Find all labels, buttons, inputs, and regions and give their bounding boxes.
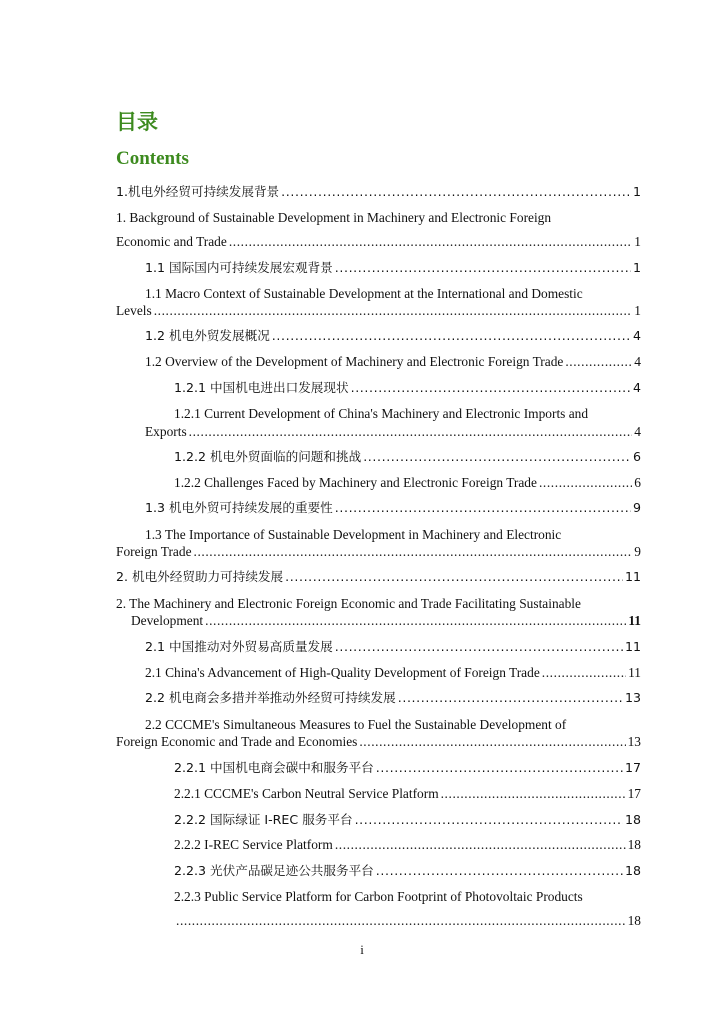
toc-entry-page: 6 — [634, 475, 641, 490]
toc-entry[interactable] — [174, 449, 641, 465]
toc-entry[interactable] — [145, 260, 641, 276]
toc-entry[interactable] — [174, 837, 641, 853]
toc-entry[interactable] — [174, 760, 641, 776]
toc-entry[interactable] — [116, 544, 641, 560]
toc-leader — [398, 690, 623, 706]
toc-leader — [376, 863, 623, 879]
toc-entry-title: 2.2.1 CCCME's Carbon Neutral Service Platform — [174, 786, 439, 801]
toc-leader — [154, 303, 633, 319]
toc-entry[interactable] — [174, 812, 641, 828]
toc-leader — [335, 500, 631, 516]
toc-entry-page: 4 — [632, 328, 641, 343]
toc-entry-title-cont: Levels — [116, 303, 152, 318]
toc-entry-title: 2.2 机电商会多措并举推动外经贸可持续发展 — [145, 690, 396, 705]
toc-entry-title: 1.2.1 中国机电进出口发展现状 — [174, 380, 349, 395]
toc-entry[interactable] — [116, 569, 641, 585]
toc-entry[interactable] — [174, 475, 641, 491]
toc-entry-title-cont: Foreign Trade — [116, 544, 192, 559]
toc-leader — [335, 639, 623, 655]
toc-leader — [189, 424, 633, 440]
toc-entry-title: 2. 机电外经贸助力可持续发展 — [116, 569, 284, 584]
toc-entry-title: 2.2.2 I-REC Service Platform — [174, 837, 333, 852]
toc-leader — [335, 260, 631, 276]
toc-heading-zh: 目录 — [116, 110, 158, 134]
toc-entry-page: 1 — [632, 260, 641, 275]
toc-leader — [194, 544, 633, 560]
toc-entry-title: 2.2.1 中国机电商会碳中和服务平台 — [174, 760, 374, 775]
toc-entry-title: 2.1 中国推动对外贸易高质量发展 — [145, 639, 333, 654]
toc-heading-en: Contents — [116, 148, 189, 169]
toc-entry-title: 2.2.3 Public Service Platform for Carbon Footprint of Photovoltaic Products — [174, 889, 583, 904]
toc-leader — [272, 328, 631, 344]
toc-entry-title: 1.2.2 机电外贸面临的问题和挑战 — [174, 449, 362, 464]
toc-entry[interactable] — [145, 328, 641, 344]
toc-entry[interactable] — [174, 380, 641, 396]
toc-entry-page: 11 — [628, 665, 641, 680]
toc-entry-title-cont: Exports — [145, 424, 187, 439]
toc-entry-line1[interactable] — [145, 286, 641, 302]
toc-entry-title-cont: Economic and Trade — [116, 234, 227, 249]
toc-entry-page: 17 — [627, 786, 641, 801]
toc-entry-title: 1.1 国际国内可持续发展宏观背景 — [145, 260, 333, 275]
toc-entry-page: 1 — [634, 234, 641, 249]
toc-entry-page: 18 — [624, 863, 641, 878]
toc-entry[interactable] — [145, 354, 641, 370]
toc-leader — [359, 734, 625, 750]
toc-entry[interactable] — [145, 639, 641, 655]
toc-entry-page: 13 — [624, 690, 641, 705]
toc-entry-title: 1.2.1 Current Development of China's Machinery and Electronic Imports and — [174, 406, 589, 421]
toc-leader — [351, 380, 631, 396]
toc-leader — [539, 475, 632, 491]
toc-leader — [229, 234, 632, 250]
toc-entry-title: 1.3 The Importance of Sustainable Development in Machinery and Electronic — [145, 527, 562, 542]
toc-entry[interactable] — [116, 734, 641, 750]
toc-leader — [335, 837, 626, 853]
toc-entry-title: 2.1 China's Advancement of High-Quality Development of Foreign Trade — [145, 665, 540, 680]
toc-entry[interactable] — [116, 184, 641, 200]
toc-entry-title: 1.机电外经贸可持续发展背景 — [116, 184, 280, 199]
toc-entry-title: 1. Background of Sustainable Development in Machinery and Electronic Foreign — [116, 210, 552, 225]
toc-entry-title: 1.2.2 Challenges Faced by Machinery and Electronic Foreign Trade — [174, 475, 537, 490]
toc-entry-line1[interactable] — [174, 889, 641, 905]
toc-entry-page: 11 — [628, 613, 641, 628]
toc-entry-title: 2.2.2 国际绿证 I-REC 服务平台 — [174, 812, 353, 827]
toc-leader — [355, 812, 623, 828]
toc-entry-page: 11 — [624, 569, 641, 584]
toc-entry-page: 4 — [632, 380, 641, 395]
toc-leader — [441, 786, 626, 802]
page-number: i — [360, 942, 364, 957]
toc-entry-page: 1 — [632, 184, 641, 199]
toc-entry-page: 4 — [634, 354, 641, 369]
toc-entry-page: 18 — [627, 837, 641, 852]
toc-entry[interactable] — [116, 303, 641, 319]
toc-entry-page: 9 — [634, 544, 641, 559]
toc-entry[interactable] — [145, 665, 641, 681]
toc-entry-line1[interactable] — [145, 717, 641, 733]
toc-leader — [542, 665, 626, 681]
toc-entry-title-cont: Development — [131, 613, 204, 628]
toc-entry-page: 18 — [627, 913, 641, 928]
toc-entry-title: 1.1 Macro Context of Sustainable Development at the International and Domestic — [145, 286, 583, 301]
toc-entry-page: 6 — [632, 449, 641, 464]
toc-entry-page: 4 — [634, 424, 641, 439]
toc-leader — [205, 613, 626, 629]
toc-entry-title: 2. The Machinery and Electronic Foreign Economic and Trade Facilitating Sustainable — [116, 596, 581, 611]
toc-entry[interactable] — [174, 786, 641, 802]
toc-entry-page: 18 — [624, 812, 641, 827]
toc-entry-title: 1.3 机电外贸可持续发展的重要性 — [145, 500, 333, 515]
toc-entry[interactable] — [174, 913, 641, 929]
toc-entry-line1[interactable] — [116, 210, 641, 226]
toc-entry-title: 2.2 CCCME's Simultaneous Measures to Fuel the Sustainable Development of — [145, 717, 567, 732]
toc-leader — [376, 760, 623, 776]
toc-leader — [565, 354, 632, 370]
toc-entry-line1[interactable] — [174, 406, 641, 422]
toc-entry[interactable] — [174, 863, 641, 879]
toc-leader — [281, 184, 631, 200]
toc-leader — [176, 913, 626, 929]
toc-entry-page: 17 — [624, 760, 641, 775]
toc-entry[interactable] — [145, 424, 641, 440]
toc-entry-line1[interactable] — [145, 527, 641, 543]
toc-entry[interactable] — [145, 690, 641, 706]
toc-entry-line1[interactable] — [116, 596, 641, 612]
toc-entry[interactable] — [131, 613, 641, 629]
toc-entry-title-cont: Foreign Economic and Trade and Economies — [116, 734, 358, 749]
toc-entry-title: 2.2.3 光伏产品碳足迹公共服务平台 — [174, 863, 374, 878]
toc-entry-title: 1.2 机电外贸发展概况 — [145, 328, 270, 343]
toc-leader — [363, 449, 631, 465]
toc-entry-page: 9 — [632, 500, 641, 515]
toc-entry-page: 11 — [624, 639, 641, 654]
toc-entry-title: 1.2 Overview of the Development of Machinery and Electronic Foreign Trade — [145, 354, 564, 369]
toc-entry[interactable] — [145, 500, 641, 516]
toc-entry-page: 1 — [634, 303, 641, 318]
toc-leader — [285, 569, 623, 585]
toc-entry[interactable] — [116, 234, 641, 250]
toc-entry-page: 13 — [627, 734, 641, 749]
